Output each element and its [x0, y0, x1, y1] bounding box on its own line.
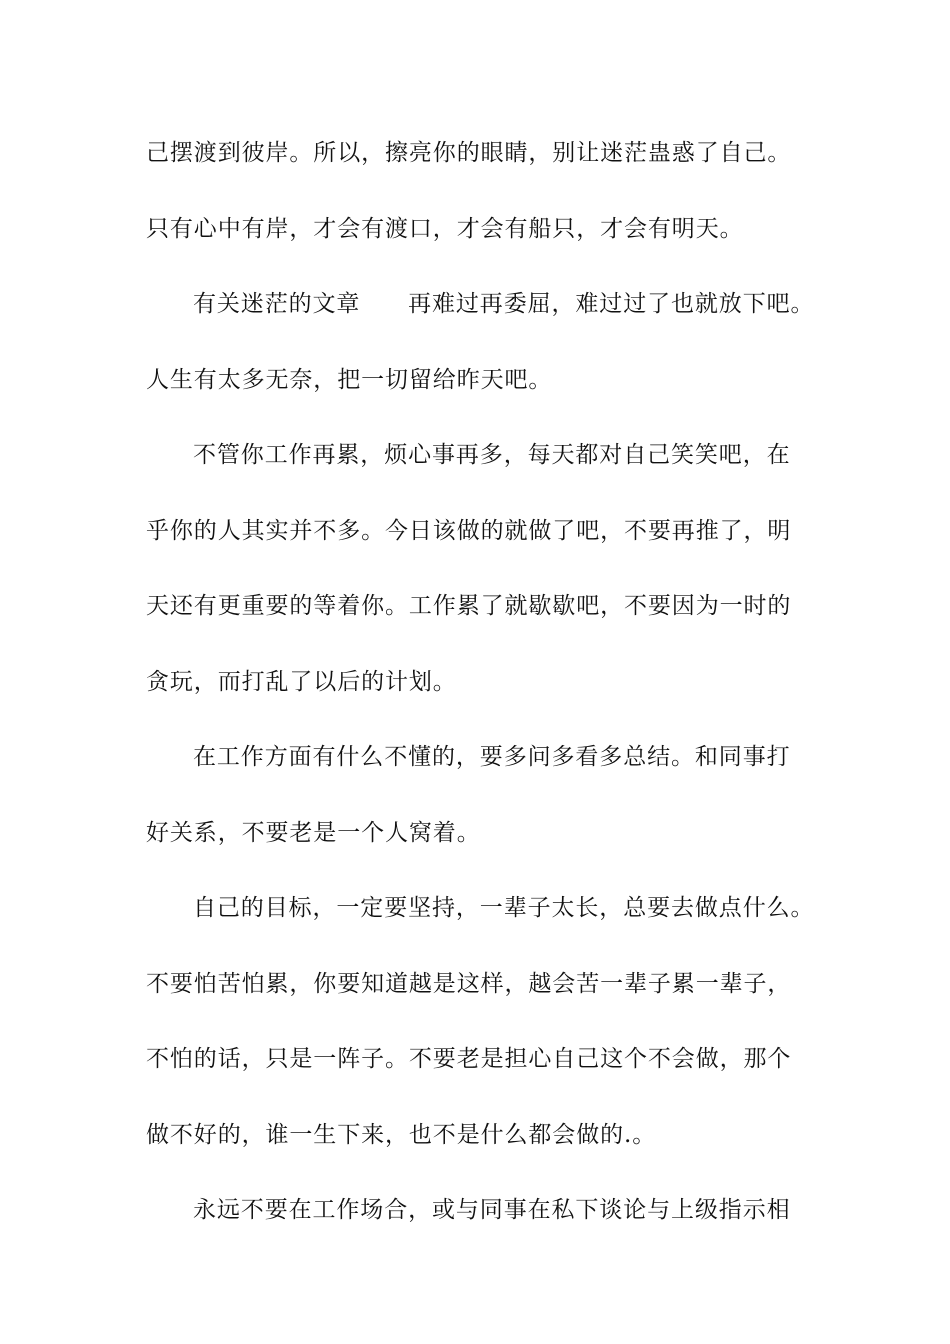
text-line-5: 不管你工作再累，烦心事再多，每天都对自己笑笑吧，在: [193, 442, 791, 468]
text-line-14: 做不好的，谁一生下来，也不是什么都会做的.。: [146, 1121, 657, 1148]
text-line-10: 好关系，不要老是一个人窝着。: [146, 819, 481, 846]
text-line-9: 在工作方面有什么不懂的，要多问多看多总结。和同事打: [193, 744, 791, 770]
text-line-7: 天还有更重要的等着你。工作累了就歇歇吧，不要因为一时的: [146, 593, 792, 619]
document-body: [146, 131, 826, 1264]
text-line-8: 贪玩，而打乱了以后的计划。: [146, 668, 457, 695]
text-line-12: 不要怕苦怕累，你要知道越是这样，越会苦一辈子累一辈子，: [146, 970, 792, 997]
text-line-3: 有关迷茫的文章 再难过再委屈，难过过了也就放下吧。: [193, 291, 815, 317]
text-line-4: 人生有太多无奈，把一切留给昨天吧。: [146, 366, 553, 393]
text-line-15: 永远不要在工作场合，或与同事在私下谈论与上级指示相: [193, 1197, 791, 1223]
text-line-6: 乎你的人其实并不多。今日该做的就做了吧，不要再推了，明: [146, 517, 792, 544]
text-line-2: 只有心中有岸，才会有渡口，才会有船只，才会有明天。: [146, 215, 744, 242]
text-line-1: 己摆渡到彼岸。所以，擦亮你的眼睛，别让迷茫蛊惑了自己。: [146, 140, 792, 166]
text-line-11: 自己的目标，一定要坚持，一辈子太长，总要去做点什么。: [193, 895, 815, 921]
text-line-13: 不怕的话，只是一阵子。不要老是担心自己这个不会做，那个: [146, 1046, 792, 1072]
